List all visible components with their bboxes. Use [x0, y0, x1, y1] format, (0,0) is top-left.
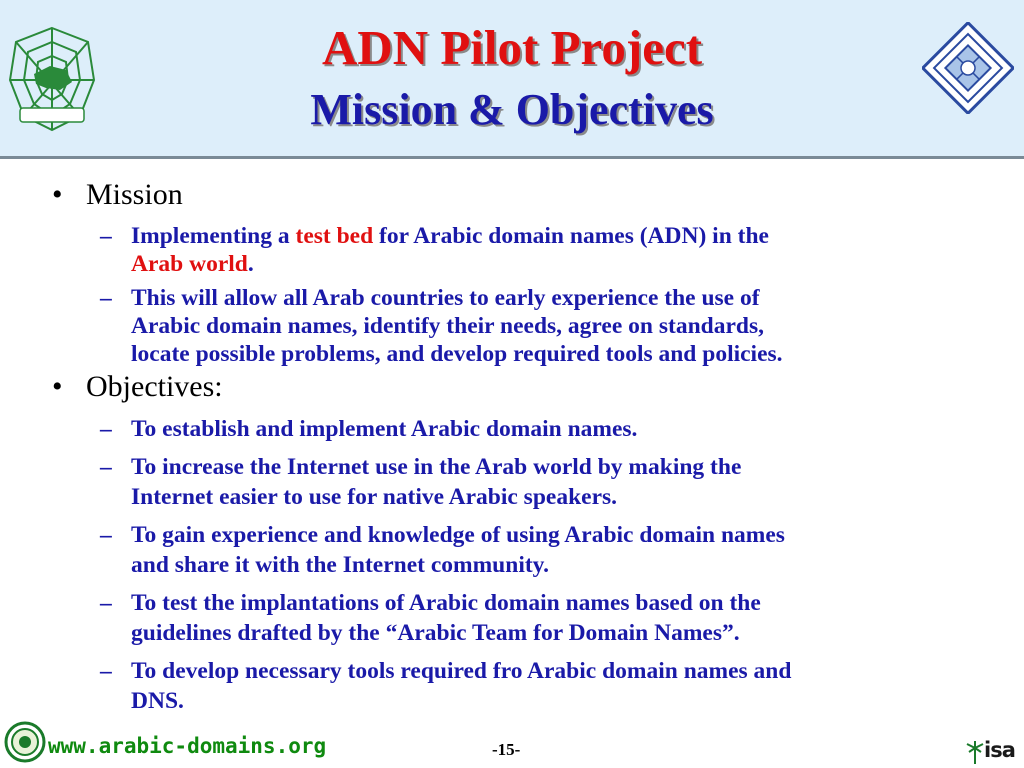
item-line: To gain experience and knowledge of using Arabic domain names — [131, 522, 785, 548]
dash-icon: – — [100, 658, 112, 684]
page-number: -15- — [492, 740, 521, 759]
item-line: Internet easier to use for native Arabic speakers. — [131, 484, 618, 510]
dash-icon: – — [100, 285, 112, 311]
item-line: To develop necessary tools required fro Arabic domain names and — [131, 658, 792, 684]
dash-icon: – — [100, 590, 112, 616]
bullet-icon: • — [52, 370, 63, 403]
section-heading: Mission — [86, 178, 183, 211]
dash-icon: – — [100, 223, 112, 249]
dash-icon: – — [100, 454, 112, 480]
item-line: and share it with the Internet community. — [131, 552, 549, 578]
item-line: This will allow all Arab countries to early experience the use of — [131, 285, 760, 311]
header-divider — [0, 156, 1024, 159]
slide-subtitle: Mission & Objectives — [310, 85, 714, 134]
isa-logo: isa — [984, 738, 1015, 762]
footer-website-link[interactable]: www.arabic-domains.org — [48, 734, 327, 758]
item-line: DNS. — [131, 688, 184, 714]
item-line: guidelines drafted by the “Arabic Team for Domain Names”. — [131, 620, 740, 646]
item-text: . — [247, 251, 254, 277]
section-heading: Objectives: — [86, 370, 223, 403]
highlight-text: test bed — [295, 223, 374, 249]
slide-header — [0, 0, 1024, 156]
item-line: To establish and implement Arabic domain names. — [131, 416, 638, 442]
dash-icon: – — [100, 522, 112, 548]
item-line: To test the implantations of Arabic domain names based on the — [131, 590, 761, 616]
highlight-text: Arab world — [131, 251, 248, 277]
item-line: To increase the Internet use in the Arab world by making the — [131, 454, 742, 480]
arab-league-emblem-icon — [4, 720, 46, 764]
bullet-icon: • — [52, 178, 63, 211]
item-line: Arabic domain names, identify their needs, agree on standards, — [131, 313, 764, 339]
item-line: locate possible problems, and develop required tools and policies. — [131, 341, 783, 367]
item-text: for Arabic domain names (ADN) in the — [373, 223, 769, 249]
item-text: Implementing a — [131, 223, 296, 249]
palm-tree-icon — [966, 740, 984, 764]
slide-title: ADN Pilot Project — [321, 20, 703, 75]
dash-icon: – — [100, 416, 112, 442]
